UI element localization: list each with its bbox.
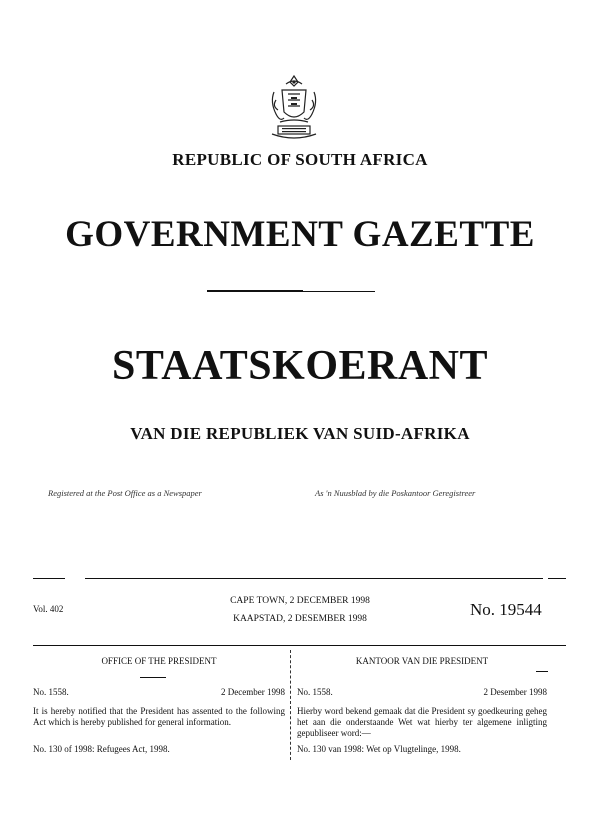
notice-date-en: 2 December 1998	[221, 687, 285, 697]
gazette-title: GOVERNMENT GAZETTE	[65, 214, 535, 255]
column-divider	[290, 650, 291, 760]
staatskoerant-title: STAATSKOERANT	[111, 343, 489, 389]
notice-body-af: Hierby word bekend gemaak dat die President sy goedkeuring geheg het aan die onderstaande Wet wat hierby ter algemene inligting gepubliseer word:—	[297, 706, 547, 738]
registration-af: As 'n Nuusblad by die Poskantoor Geregistreer	[315, 488, 476, 498]
issue-number: No. 19544	[470, 600, 542, 619]
republic-heading-af: VAN DIE REPUBLIEK VAN SUID-AFRIKA	[130, 424, 470, 443]
divider	[548, 578, 566, 579]
volume: Vol. 402	[33, 604, 64, 614]
notice-number-af: No. 1558.	[297, 687, 333, 697]
divider	[33, 578, 65, 579]
notice-number-en: No. 1558.	[33, 687, 69, 697]
divider	[207, 290, 303, 292]
divider	[85, 578, 543, 579]
act-title-af: No. 130 van 1998: Wet op Vlugtelinge, 1998.	[297, 744, 461, 754]
notice-heading-en: OFFICE OF THE PRESIDENT	[101, 656, 217, 666]
notice-heading-af: KANTOOR VAN DIE PRESIDENT	[355, 656, 489, 666]
divider	[303, 291, 375, 292]
act-title-en: No. 130 of 1998: Refugees Act, 1998.	[33, 744, 170, 754]
divider	[33, 645, 566, 646]
divider	[536, 671, 548, 672]
notice-date-af: 2 Desember 1998	[483, 687, 547, 697]
place-date-af: KAAPSTAD, 2 DESEMBER 1998	[233, 614, 367, 624]
divider	[140, 677, 166, 678]
place-date-en: CAPE TOWN, 2 DECEMBER 1998	[230, 596, 370, 606]
registration-en: Registered at the Post Office as a Newspaper	[48, 488, 202, 498]
notice-body-en: It is hereby notified that the President has assented to the following Act which is hereby published for general information.	[33, 706, 285, 727]
republic-heading: REPUBLIC OF SOUTH AFRICA	[172, 150, 428, 169]
coat-of-arms-icon	[262, 72, 326, 144]
